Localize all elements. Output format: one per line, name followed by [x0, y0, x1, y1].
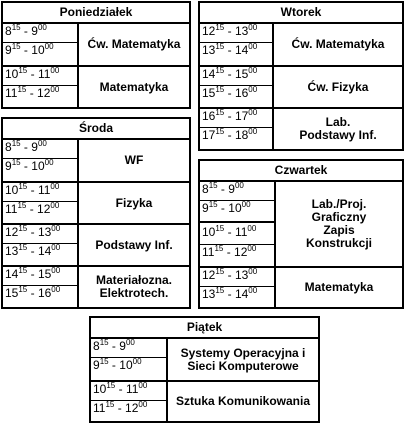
- subject-cell: Fizyka: [115, 195, 153, 210]
- lesson-row: [91, 382, 318, 421]
- day-block-czwartek: [198, 159, 404, 309]
- time-slot: $12^{15} - 13^{00}$: [200, 24, 272, 43]
- time-cell: [3, 140, 79, 181]
- day-title: Środa: [3, 119, 189, 140]
- lesson-row: [3, 67, 189, 107]
- time-cell: [200, 67, 274, 107]
- time-slot: $15^{15} - 16^{00}$: [202, 85, 258, 100]
- time-cell: [200, 109, 274, 149]
- time-slot: $8^{15} - 9^{00}$: [200, 182, 274, 201]
- time-slot: $12^{15} - 13^{00}$: [3, 225, 77, 244]
- day-title: Wtorek: [200, 3, 402, 24]
- lesson-row: [200, 67, 402, 109]
- time-cell: [91, 339, 168, 380]
- lesson-row: [3, 140, 189, 183]
- time-slot: $11^{15} - 12^{00}$: [202, 244, 257, 259]
- time-slot: $14^{15} - 15^{00}$: [200, 67, 272, 86]
- time-slot: $9^{15} - 10^{00}$: [5, 158, 54, 173]
- subject-cell: Lab. Podstawy Inf.: [299, 115, 377, 142]
- subject-cell: Podstawy Inf.: [95, 237, 173, 252]
- time-slot: $15^{15} - 16^{00}$: [5, 285, 61, 300]
- time-slot: $9^{15} - 10^{00}$: [5, 42, 54, 57]
- time-slot: $13^{15} - 14^{00}$: [5, 243, 61, 258]
- time-slot: $10^{15} - 11^{00}$: [91, 382, 166, 401]
- time-cell: [3, 225, 79, 265]
- time-slot: $9^{15} - 10^{00}$: [200, 201, 274, 223]
- lesson-row: [200, 24, 402, 67]
- time-cell: [3, 67, 79, 107]
- day-block-wtorek: [198, 1, 404, 151]
- time-cell: [200, 182, 276, 266]
- day-block-piatek: [89, 316, 320, 423]
- lesson-row: [3, 267, 189, 307]
- time-slot: $12^{15} - 13^{00}$: [200, 268, 274, 287]
- time-cell: [200, 24, 274, 65]
- time-slot: $8^{15} - 9^{00}$: [3, 140, 77, 159]
- lesson-row: [200, 268, 402, 307]
- time-slot: $9^{15} - 10^{00}$: [93, 357, 142, 372]
- time-slot: $11^{15} - 12^{00}$: [93, 400, 148, 415]
- subject-cell: Materiałozna. Elektrotech.: [95, 273, 173, 300]
- time-slot: $11^{15} - 12^{00}$: [5, 201, 60, 216]
- day-block-sroda: [1, 117, 191, 309]
- lesson-row: [3, 225, 189, 267]
- subject-cell: Matematyka: [99, 79, 169, 94]
- lesson-row: [200, 182, 402, 268]
- day-title: Piątek: [91, 318, 318, 339]
- lesson-row: [3, 24, 189, 67]
- time-cell: [91, 382, 168, 421]
- day-title: Poniedziałek: [3, 3, 189, 24]
- time-cell: [200, 268, 276, 307]
- subject-cell: Lab./Proj. Graficzny Zapis Konstrukcji: [305, 197, 372, 250]
- time-cell: [3, 24, 79, 65]
- time-slot: $10^{15} - 11^{00}$: [3, 183, 77, 202]
- time-slot: $8^{15} - 9^{00}$: [3, 24, 77, 43]
- subject-cell: Systemy Operacyjna i Sieci Komputerowe: [180, 345, 306, 373]
- time-slot: $13^{15} - 14^{00}$: [202, 42, 258, 57]
- lesson-row: [3, 183, 189, 225]
- subject-cell: Sztuka Komunikowania: [175, 394, 311, 408]
- time-slot: $16^{15} - 17^{00}$: [200, 109, 272, 128]
- subject-cell: Ćw. Matematyka: [291, 37, 385, 51]
- time-slot: $10^{15} - 11^{00}$: [3, 67, 77, 86]
- time-slot: $14^{15} - 15^{00}$: [3, 267, 77, 286]
- time-slot: $17^{15} - 18^{00}$: [202, 127, 258, 142]
- subject-cell: WF: [124, 153, 144, 167]
- time-cell: [3, 267, 79, 307]
- subject-cell: Ćw. Fizyka: [307, 79, 369, 94]
- lesson-row: [91, 339, 318, 382]
- subject-cell: Ćw. Matematyka: [87, 37, 181, 51]
- time-slot: $8^{15} - 9^{00}$: [91, 339, 166, 358]
- time-slot: $13^{15} - 14^{00}$: [202, 286, 258, 301]
- day-title: Czwartek: [200, 161, 402, 182]
- lesson-row: [200, 109, 402, 149]
- time-cell: [3, 183, 79, 223]
- time-slot: $11^{15} - 12^{00}$: [5, 85, 60, 100]
- subject-cell: Matematyka: [304, 280, 374, 294]
- time-slot: $10^{15} - 11^{00}$: [200, 225, 274, 245]
- day-block-poniedzialek: [1, 1, 191, 109]
